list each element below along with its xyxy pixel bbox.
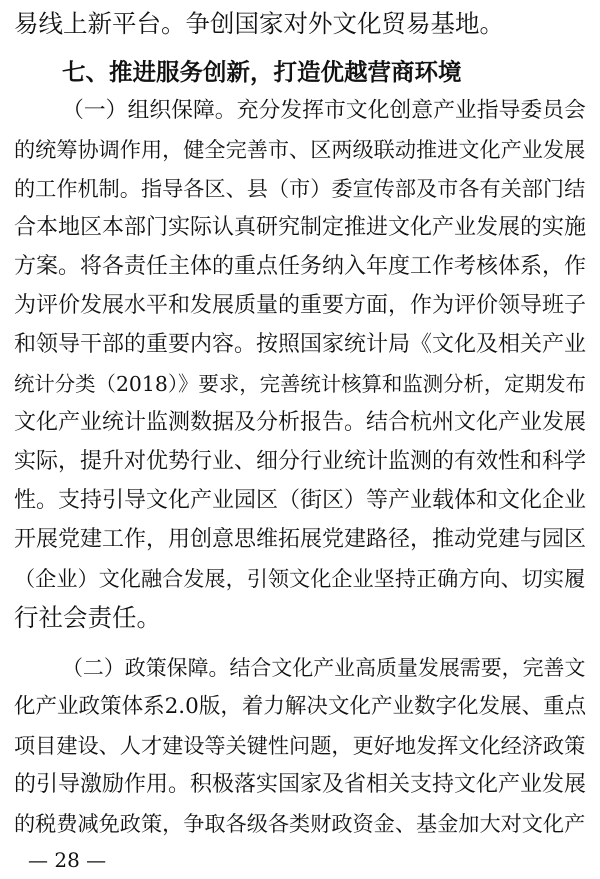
section-heading: 七、推进服务创新，打造优越营商环境: [62, 58, 462, 86]
paragraph-line: （二）政策保障。结合文化产业高质量发展需要，完善文: [62, 656, 586, 680]
paragraph-line: 的工作机制。指导各区、县（市）委宣传部及市各有关部门结: [14, 176, 586, 201]
paragraph-line: 文化产业统计监测数据及分析报告。结合杭州文化产业发展: [14, 410, 587, 435]
paragraph-line: 的税费减免政策，争取各级各类财政资金、基金加大对文化产: [14, 811, 586, 836]
paragraph-line: 开展党建工作，用创意思维拓展党建路径，推动党建与园区: [14, 527, 587, 552]
paragraph-line: （一）组织保障。充分发挥市文化创意产业指导委员会: [62, 98, 586, 123]
paragraph-line: 实际，提升对优势行业、细分行业统计监测的有效性和科学: [14, 449, 587, 474]
paragraph-line: 行社会责任。: [14, 603, 161, 632]
paragraph-line: （企业）文化融合发展，引领文化企业坚持正确方向、切实履: [14, 566, 586, 591]
paragraph-line: 合本地区本部门实际认真研究制定推进文化产业发展的实施: [14, 215, 587, 240]
paragraph-line: 性。支持引导文化产业园区（街区）等产业载体和文化企业: [14, 488, 587, 513]
paragraph-line: 方案。将各责任主体的重点任务纳入年度工作考核体系，作: [14, 254, 587, 279]
paragraph-line: 的统筹协调作用，健全完善市、区两级联动推进文化产业发展: [14, 137, 586, 162]
paragraph-line: 的引导激励作用。积极落实国家及省相关支持文化产业发展: [14, 772, 587, 797]
paragraph-line: 和领导干部的重要内容。按照国家统计局《文化及相关产业: [14, 332, 587, 357]
paragraph-line: 为评价发展水平和发展质量的重要方面，作为评价领导班子: [14, 293, 587, 318]
paragraph-line: 项目建设、人才建设等关键性问题，更好地发挥文化经济政策: [14, 733, 586, 758]
paragraph-line: 统计分类（2018）》要求，完善统计核算和监测分析，定期发布: [14, 372, 586, 396]
text-line: 易线上新平台。争创国家对外文化贸易基地。: [14, 9, 504, 38]
paragraph-line: 化产业政策体系2.0版，着力解决文化产业数字化发展、重点: [14, 694, 587, 719]
page-number: — 28 —: [28, 848, 107, 872]
